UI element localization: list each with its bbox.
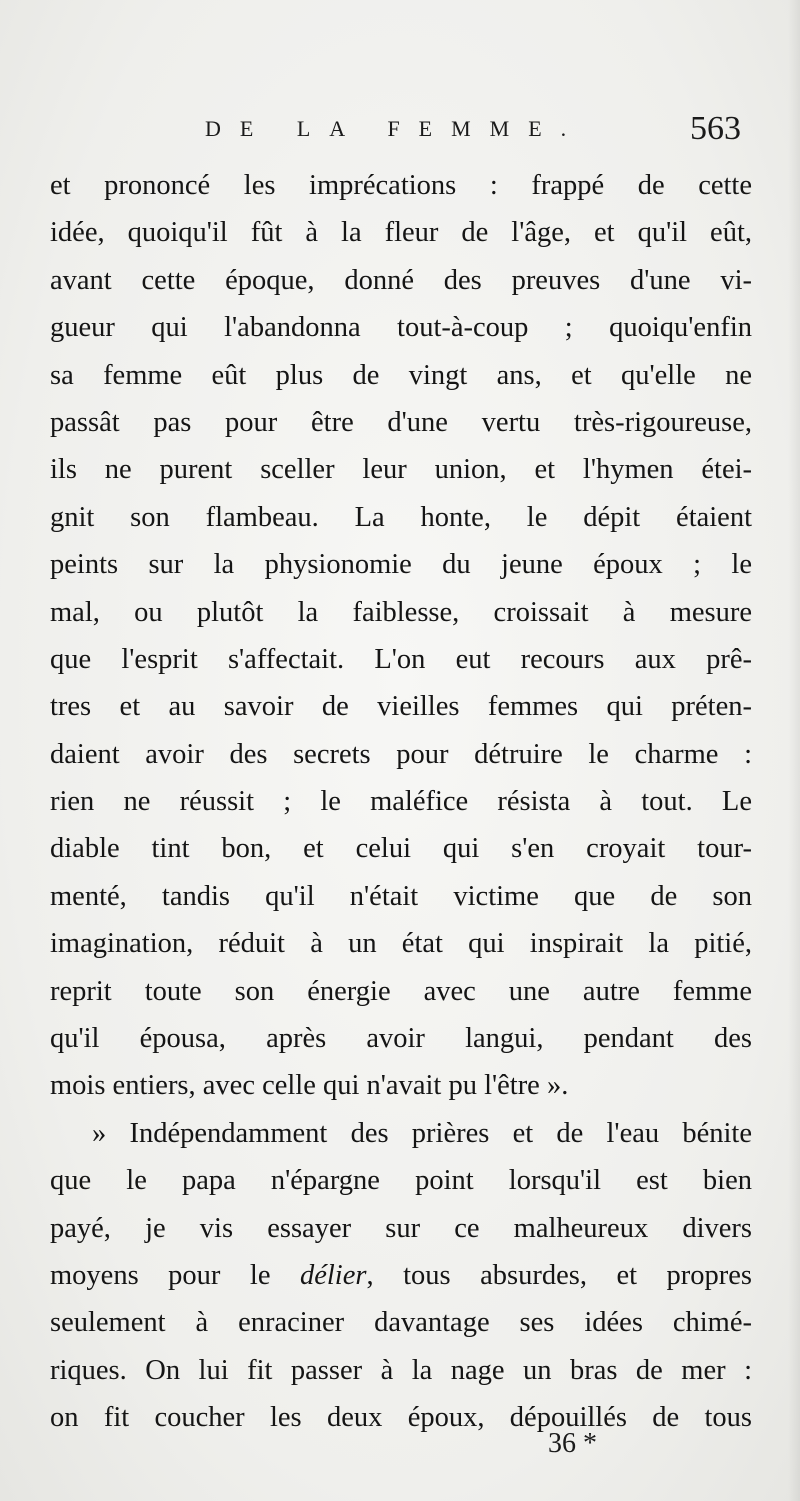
- text-line: mois entiers, avec celle qui n'avait pu l'être ».: [50, 1070, 569, 1102]
- text-line: qu'il épousa, après avoir langui, pendant des: [50, 1023, 752, 1055]
- text-line: avant cette époque, donné des preuves d'une vi-: [50, 264, 752, 296]
- text-line: tres et au savoir de vieilles femmes qui préten-: [50, 691, 752, 723]
- text-line: payé, je vis essayer sur ce malheureux divers: [50, 1212, 752, 1244]
- page-number: 563: [690, 110, 741, 147]
- text-line: reprit toute son énergie avec une autre femme: [50, 975, 752, 1007]
- text-line: gueur qui l'abandonna tout-à-coup ; quoiqu'enfin: [50, 312, 752, 344]
- text-line: idée, quoiqu'il fût à la fleur de l'âge, et qu'il eût,: [50, 217, 752, 249]
- running-title: DE LA FEMME.: [205, 116, 586, 141]
- text-line: rien ne réussit ; le maléfice résista à tout. Le: [50, 786, 752, 818]
- text-line: passât pas pour être d'une vertu très-rigoureuse,: [50, 406, 752, 438]
- text-line: menté, tandis qu'il n'était victime que de son: [50, 880, 752, 912]
- paragraph-start-line: » Indépendamment des prières et de l'eau bénite: [92, 1117, 752, 1149]
- text-line: riques. On lui fit passer à la nage un bras de mer :: [50, 1354, 752, 1386]
- signature-mark: 36 *: [548, 1428, 597, 1459]
- text-line: sa femme eût plus de vingt ans, et qu'elle ne: [50, 359, 752, 391]
- text-line: diable tint bon, et celui qui s'en croyait tour-: [50, 833, 752, 865]
- text-line: on fit coucher les deux époux, dépouillés de tous: [50, 1402, 752, 1434]
- text-line: et prononcé les imprécations : frappé de cette: [50, 170, 752, 201]
- text-line: ils ne purent sceller leur union, et l'hymen étei-: [50, 454, 752, 486]
- text-line: que le papa n'épargne point lorsqu'il est bien: [50, 1165, 752, 1197]
- page-edge-shadow: [788, 0, 800, 1501]
- running-head: [205, 112, 745, 152]
- text-line: peints sur la physionomie du jeune époux ; le: [50, 549, 752, 581]
- text-segment: moyens pour le: [50, 1259, 300, 1291]
- body-text: [50, 162, 752, 1442]
- text-segment: , tous absurdes, et propres: [366, 1259, 752, 1291]
- text-line: seulement à enraciner davantage ses idées chimé-: [50, 1307, 752, 1339]
- text-line: gnit son flambeau. La honte, le dépit étaient: [50, 501, 752, 533]
- text-line-with-italic: [50, 1252, 752, 1299]
- text-line: imagination, réduit à un état qui inspirait la pitié,: [50, 928, 752, 960]
- text-line: que l'esprit s'affectait. L'on eut recours aux prê-: [50, 643, 752, 675]
- text-line: daient avoir des secrets pour détruire le charme :: [50, 738, 752, 770]
- text-line: mal, ou plutôt la faiblesse, croissait à mesure: [50, 596, 752, 628]
- italic-word: délier: [299, 1259, 367, 1291]
